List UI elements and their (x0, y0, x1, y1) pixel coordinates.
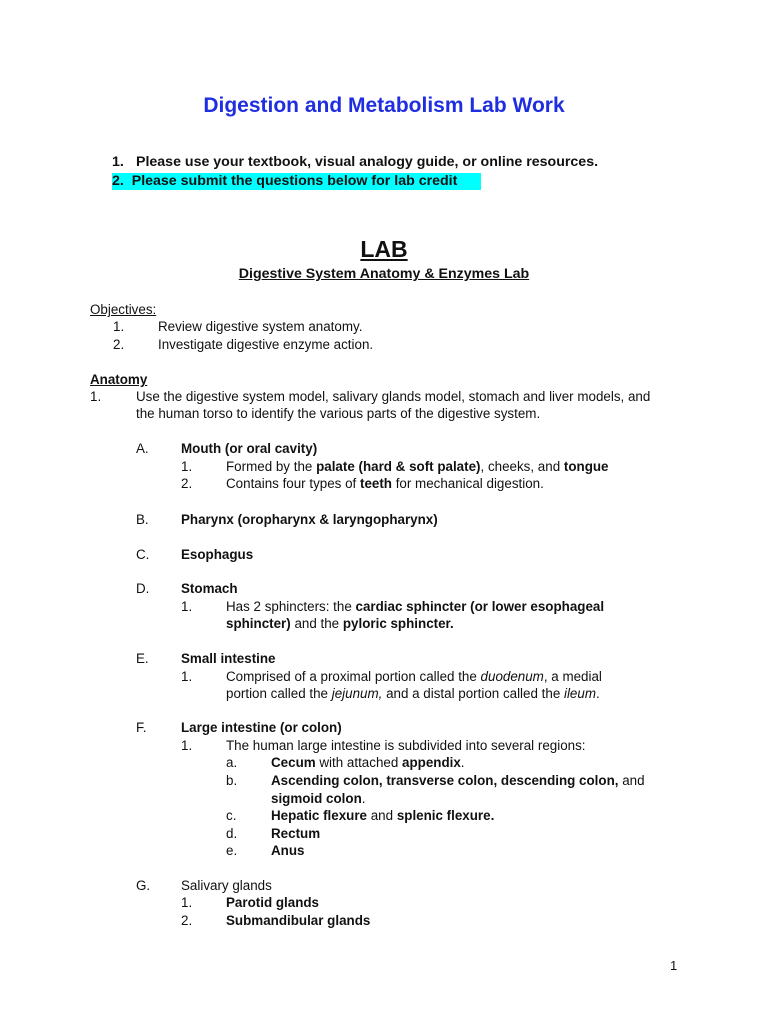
section-d-item-number: 1. (181, 599, 193, 614)
section-e-heading: Small intestine (181, 651, 276, 666)
section-a-item-1: Formed by the palate (hard & soft palate), cheeks, and tongue (226, 459, 609, 474)
section-a-item-2-number: 2. (181, 476, 193, 491)
section-f-sub-e-letter: e. (226, 843, 238, 858)
section-a-letter: A. (136, 441, 149, 456)
section-f-sub-b-line-2: sigmoid colon. (271, 791, 366, 806)
section-f-item-number: 1. (181, 738, 193, 753)
section-d-item-line-2: sphincter) and the pyloric sphincter. (226, 616, 454, 631)
objectives-heading: Objectives: (90, 302, 157, 317)
section-f-sub-b-letter: b. (226, 773, 238, 788)
section-f-item-text: The human large intestine is subdivided into several regions: (226, 738, 586, 753)
section-a-item-2: Contains four types of teeth for mechanical digestion. (226, 476, 544, 491)
section-f-heading: Large intestine (or colon) (181, 720, 342, 735)
instruction-2-number: 2. (112, 173, 124, 189)
anatomy-intro-line-2: the human torso to identify the various parts of the digestive system. (136, 406, 541, 421)
section-g-item-1: Parotid glands (226, 895, 320, 910)
anatomy-item-number: 1. (90, 389, 102, 404)
section-e-item-line-1: Comprised of a proximal portion called the duodenum, a medial (226, 669, 602, 684)
objective-2-number: 2. (113, 337, 125, 352)
section-c-heading: Esophagus (181, 547, 254, 562)
lab-subtitle: Digestive System Anatomy & Enzymes Lab (238, 266, 530, 282)
instruction-2-text: Please submit the questions below for lab credit (131, 173, 458, 189)
section-f-letter: F. (136, 720, 147, 735)
section-f-sub-b-line-1: Ascending colon, transverse colon, descending colon, and (271, 773, 645, 788)
section-g-letter: G. (136, 878, 151, 893)
section-g-heading: Salivary glands (181, 878, 272, 893)
section-g-item-2: Submandibular glands (226, 913, 371, 928)
document-title: Digestion and Metabolism Lab Work (203, 94, 565, 117)
section-c-letter: C. (136, 547, 150, 562)
section-f-sub-c-letter: c. (226, 808, 237, 823)
objective-1-number: 1. (113, 319, 125, 334)
section-d-heading: Stomach (181, 581, 238, 596)
objective-2-text: Investigate digestive enzyme action. (158, 337, 374, 352)
section-d-item-line-1: Has 2 sphincters: the cardiac sphincter (or lower esophageal (226, 599, 605, 614)
lab-heading: LAB (360, 236, 408, 262)
section-f-sub-c: Hepatic flexure and splenic flexure. (271, 808, 495, 823)
section-f-sub-a-letter: a. (226, 755, 238, 770)
instruction-1-number: 1. (112, 154, 124, 170)
section-e-item-line-2: portion called the jejunum, and a distal portion called the ileum. (226, 686, 600, 701)
instruction-1-text: Please use your textbook, visual analogy guide, or online resources. (136, 154, 599, 170)
instruction-2-highlight (112, 173, 481, 190)
anatomy-heading: Anatomy (90, 372, 148, 387)
section-a-item-1-number: 1. (181, 459, 193, 474)
page-number: 1 (670, 958, 678, 973)
section-b-heading: Pharynx (oropharynx & laryngopharynx) (181, 512, 438, 527)
section-d-letter: D. (136, 581, 150, 596)
section-e-letter: E. (136, 651, 149, 666)
section-f-sub-e: Anus (271, 843, 305, 858)
section-f-sub-a: Cecum with attached appendix. (271, 755, 465, 770)
section-f-sub-d: Rectum (271, 826, 321, 841)
anatomy-intro-line-1: Use the digestive system model, salivary glands model, stomach and liver models, and (136, 389, 651, 404)
objective-1-text: Review digestive system anatomy. (158, 319, 363, 334)
section-g-item-1-number: 1. (181, 895, 193, 910)
section-b-letter: B. (136, 512, 149, 527)
section-g-item-2-number: 2. (181, 913, 193, 928)
section-e-item-number: 1. (181, 669, 193, 684)
section-a-heading: Mouth (or oral cavity) (181, 441, 318, 456)
section-f-sub-d-letter: d. (226, 826, 238, 841)
